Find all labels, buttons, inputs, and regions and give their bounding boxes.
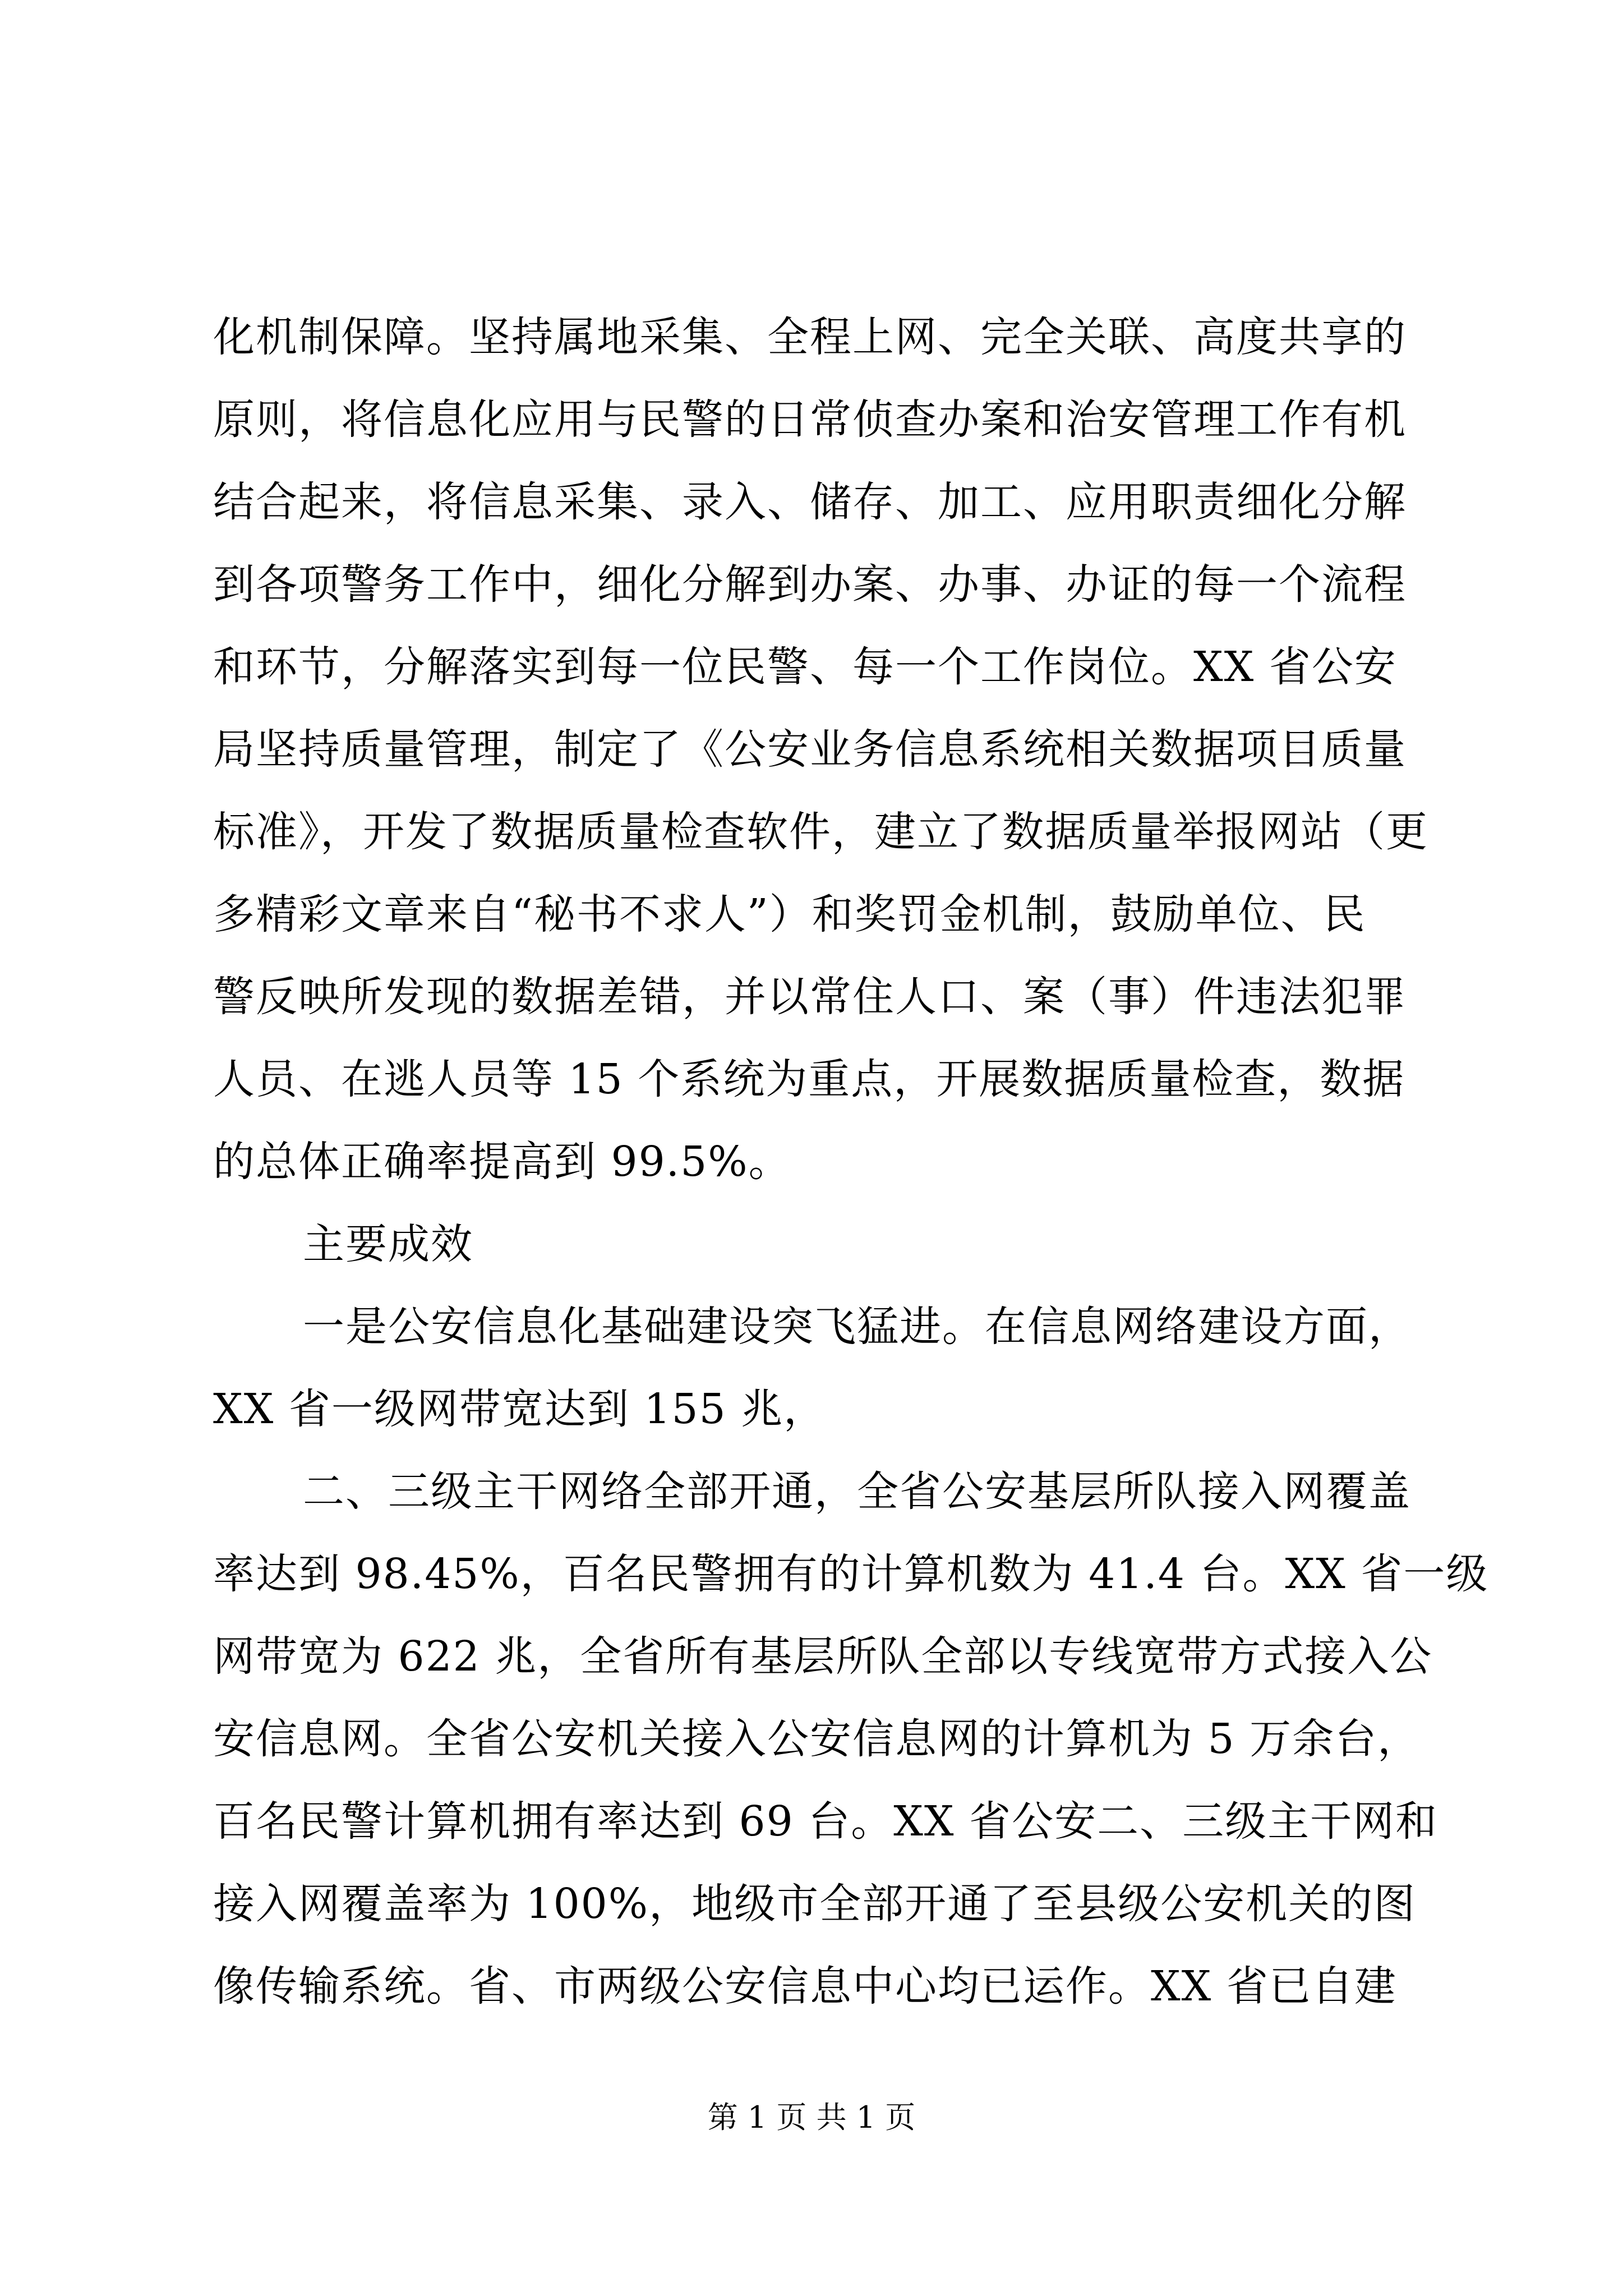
text-line: 原则，将信息化应用与民警的日常侦查办案和治安管理工作有机 <box>213 395 1407 444</box>
text-line: 到各项警务工作中，细化分解到办案、办事、办证的每一个流程 <box>213 560 1407 609</box>
text-line: 警反映所发现的数据差错，并以常住人口、案（事）件违法犯罪 <box>213 973 1407 1021</box>
page-footer: 第 1 页 共 1 页 <box>707 2100 916 2135</box>
text-line: 多精彩文章来自“秘书不求人”）和奖罚金机制，鼓励单位、民 <box>213 890 1366 938</box>
text-line: 化机制保障。坚持属地采集、全程上网、完全关联、高度共享的 <box>213 313 1407 361</box>
text-line: 百名民警计算机拥有率达到 69 台。XX 省公安二、三级主干网和 <box>213 1797 1438 1846</box>
text-line: 一是公安信息化基础建设突飞猛进。在信息网络建设方面， <box>303 1303 1411 1351</box>
text-line: 接入网覆盖率为 100%，地级市全部开通了至县级公安机关的图 <box>213 1880 1417 1928</box>
text-line: 标准》，开发了数据质量检查软件，建立了数据质量举报网站（更 <box>213 808 1428 856</box>
text-line: 二、三级主干网络全部开通，全省公安基层所队接入网覆盖 <box>303 1467 1411 1516</box>
text-line: 率达到 98.45%，百名民警拥有的计算机数为 41.4 台。XX 省一级 <box>213 1550 1489 1598</box>
text-line: 网带宽为 622 兆，全省所有基层所队全部以专线宽带方式接入公 <box>213 1632 1433 1681</box>
document-body <box>213 296 1489 2028</box>
text-line: 安信息网。全省公安机关接入公安信息网的计算机为 5 万余台， <box>213 1715 1421 1763</box>
text-line: 和环节，分解落实到每一位民警、每一个工作岗位。XX 省公安 <box>213 643 1397 691</box>
text-line: 结合起来，将信息采集、录入、储存、加工、应用职责细化分解 <box>213 478 1407 526</box>
text-line: 的总体正确率提高到 99.5%。 <box>213 1138 791 1186</box>
text-line: XX 省一级网带宽达到 155 兆， <box>213 1385 827 1433</box>
text-line: 人员、在逃人员等 15 个系统为重点，开展数据质量检查，数据 <box>213 1055 1405 1103</box>
text-line: 主要成效 <box>303 1220 473 1268</box>
text-line: 像传输系统。省、市两级公安信息中心均已运作。XX 省已自建 <box>213 1962 1397 2010</box>
text-line: 局坚持质量管理，制定了《公安业务信息系统相关数据项目质量 <box>213 725 1407 774</box>
